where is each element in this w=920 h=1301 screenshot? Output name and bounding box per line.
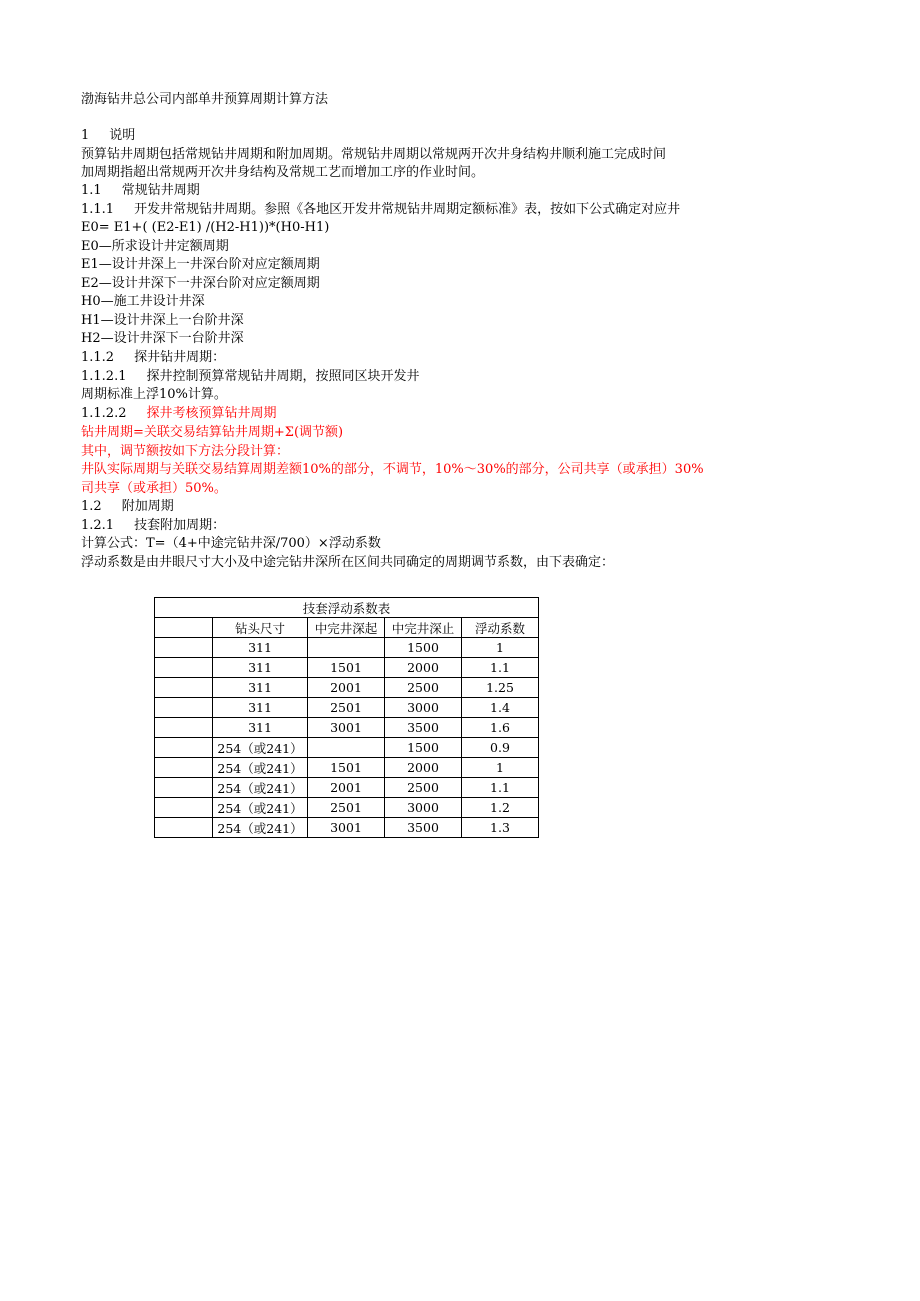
section-1-1-1-text: [81, 201, 771, 219]
table-cell: [155, 778, 213, 798]
table-title: 技套浮动系数表: [155, 598, 539, 618]
table-cell: 1.25: [462, 678, 539, 698]
section-1-2-1-title: 技套附加周期：: [134, 518, 226, 533]
adjustment-intro: 其中，调节额按如下方法分段计算：: [81, 444, 290, 459]
float-coefficient-table: [154, 597, 539, 838]
section-1-1-2-2-number: 1.1.2.2: [81, 406, 127, 421]
table-cell: 0.9: [462, 738, 539, 758]
table-row: [155, 638, 539, 658]
table-cell: 1.4: [462, 698, 539, 718]
float-coefficient-desc: 浮动系数是由井眼尺寸大小及中途完钻井深所在区间共同确定的周期调节系数，由下表确定：: [81, 555, 615, 570]
table-cell: [308, 638, 385, 658]
table-cell: 1501: [308, 758, 385, 778]
doc-title: 渤海钻井总公司内部单井预算周期计算方法: [81, 92, 329, 107]
header-float-coef: 浮动系数: [462, 618, 539, 638]
section-1-para-1: 预算钻井周期包括常规钻井周期和附加周期。常规钻井周期以常规两开次井身结构井顺利施工完成时间: [81, 147, 667, 162]
table-cell: 2501: [308, 798, 385, 818]
section-1-1-2-1-text-2: 周期标准上浮10%计算。: [81, 387, 227, 402]
def-e2: E2—设计井深下一井深台阶对应定额周期: [81, 276, 320, 291]
header-depth-end: 中完井深止: [385, 618, 462, 638]
table-cell: [155, 678, 213, 698]
section-1-title: 说明: [109, 128, 136, 143]
table-cell: [155, 698, 213, 718]
table-title-row: [155, 598, 539, 618]
table-cell: 2000: [385, 758, 462, 778]
section-1-1-2-2-heading: [81, 405, 771, 423]
table-cell: 2501: [308, 698, 385, 718]
table-row: [155, 818, 539, 838]
table-cell: 2001: [308, 778, 385, 798]
section-1-heading: [81, 127, 771, 145]
header-cell: [155, 618, 213, 638]
table-cell: 1500: [385, 638, 462, 658]
def-h0: H0—施工井设计井深: [81, 294, 205, 309]
table-cell: 311: [213, 718, 308, 738]
table-cell: 254（或241）: [213, 758, 308, 778]
drilling-period-formula: 钻井周期=关联交易结算钻井周期+Σ(调节额): [81, 425, 344, 440]
adjustment-rule-2: 司共享（或承担）50%。: [81, 481, 227, 496]
def-e0: E0—所求设计井定额周期: [81, 239, 229, 254]
table-cell: 1500: [385, 738, 462, 758]
section-1-1-2-1-body: 探井控制预算常规钻井周期，按照同区块开发井: [146, 369, 420, 384]
table-row: [155, 718, 539, 738]
section-1-1-2-number: 1.1.2: [81, 350, 115, 365]
section-1-1-1-body: 开发井常规钻井周期。参照《各地区开发井常规钻井周期定额标准》表，按如下公式确定对应井: [134, 202, 681, 217]
def-e1: E1—设计井深上一井深台阶对应定额周期: [81, 257, 320, 272]
section-1-1-number: 1.1: [81, 183, 102, 198]
table-row: [155, 778, 539, 798]
table-row: [155, 738, 539, 758]
table-cell: [155, 758, 213, 778]
table-cell: [155, 818, 213, 838]
table-cell: 2500: [385, 778, 462, 798]
table-cell: 311: [213, 678, 308, 698]
header-bit-size: 钻头尺寸: [213, 618, 308, 638]
casing-formula: 计算公式：T=（4+中途完钻井深/700）×浮动系数: [81, 536, 381, 551]
table-cell: 1.3: [462, 818, 539, 838]
section-1-para-2: 加周期指超出常规两开次井身结构及常规工艺而增加工序的作业时间。: [81, 165, 485, 180]
section-1-1-title: 常规钻井周期: [121, 183, 200, 198]
section-1-1-2-1-text: [81, 368, 771, 386]
section-1-2-number: 1.2: [81, 499, 102, 514]
table-cell: 311: [213, 658, 308, 678]
table-cell: [155, 798, 213, 818]
section-1-1-2-1-number: 1.1.2.1: [81, 369, 127, 384]
table-cell: 254（或241）: [213, 798, 308, 818]
def-h2: H2—设计井深下一台阶井深: [81, 331, 244, 346]
section-1-2-1-number: 1.2.1: [81, 518, 115, 533]
table-cell: 254（或241）: [213, 778, 308, 798]
table-cell: [308, 738, 385, 758]
table-cell: 3500: [385, 718, 462, 738]
table-cell: 254（或241）: [213, 738, 308, 758]
section-1-1-heading: [81, 182, 771, 200]
section-1-2-title: 附加周期: [121, 499, 174, 514]
table-cell: [155, 738, 213, 758]
table-cell: 1.6: [462, 718, 539, 738]
table-cell: 3001: [308, 718, 385, 738]
table-row: [155, 758, 539, 778]
table-header-row: [155, 618, 539, 638]
table-cell: 3000: [385, 798, 462, 818]
def-h1: H1—设计井深上一台阶井深: [81, 313, 244, 328]
table-row: [155, 698, 539, 718]
table-cell: 1: [462, 638, 539, 658]
table-cell: 2000: [385, 658, 462, 678]
table-row: [155, 678, 539, 698]
table-cell: 1.1: [462, 778, 539, 798]
section-1-1-1-number: 1.1.1: [81, 202, 115, 217]
table-cell: 2001: [308, 678, 385, 698]
table-cell: [155, 718, 213, 738]
table-cell: 1: [462, 758, 539, 778]
table-cell: 1501: [308, 658, 385, 678]
table-cell: 3001: [308, 818, 385, 838]
table-row: [155, 658, 539, 678]
table-cell: [155, 658, 213, 678]
table-cell: 1.1: [462, 658, 539, 678]
formula-e0: E0= E1+( (E2-E1) /(H2-H1))*(H0-H1): [81, 220, 330, 235]
table-cell: 3000: [385, 698, 462, 718]
table-cell: 2500: [385, 678, 462, 698]
section-1-2-heading: [81, 498, 771, 516]
table-cell: [155, 638, 213, 658]
table-cell: 3500: [385, 818, 462, 838]
table-cell: 254（或241）: [213, 818, 308, 838]
table-cell: 1.2: [462, 798, 539, 818]
table-cell: 311: [213, 638, 308, 658]
section-1-number: 1: [81, 128, 90, 143]
table-row: [155, 798, 539, 818]
adjustment-rule-1: 井队实际周期与关联交易结算周期差额10%的部分，不调节，10%～30%的部分，公司共享（或承担）30%: [81, 462, 704, 477]
section-1-1-2-2-title: 探井考核预算钻井周期: [146, 406, 277, 421]
table-cell: 311: [213, 698, 308, 718]
section-1-1-2-heading: [81, 349, 771, 367]
header-depth-start: 中完井深起: [308, 618, 385, 638]
section-1-2-1-heading: [81, 517, 771, 535]
section-1-1-2-title: 探井钻井周期：: [134, 350, 226, 365]
